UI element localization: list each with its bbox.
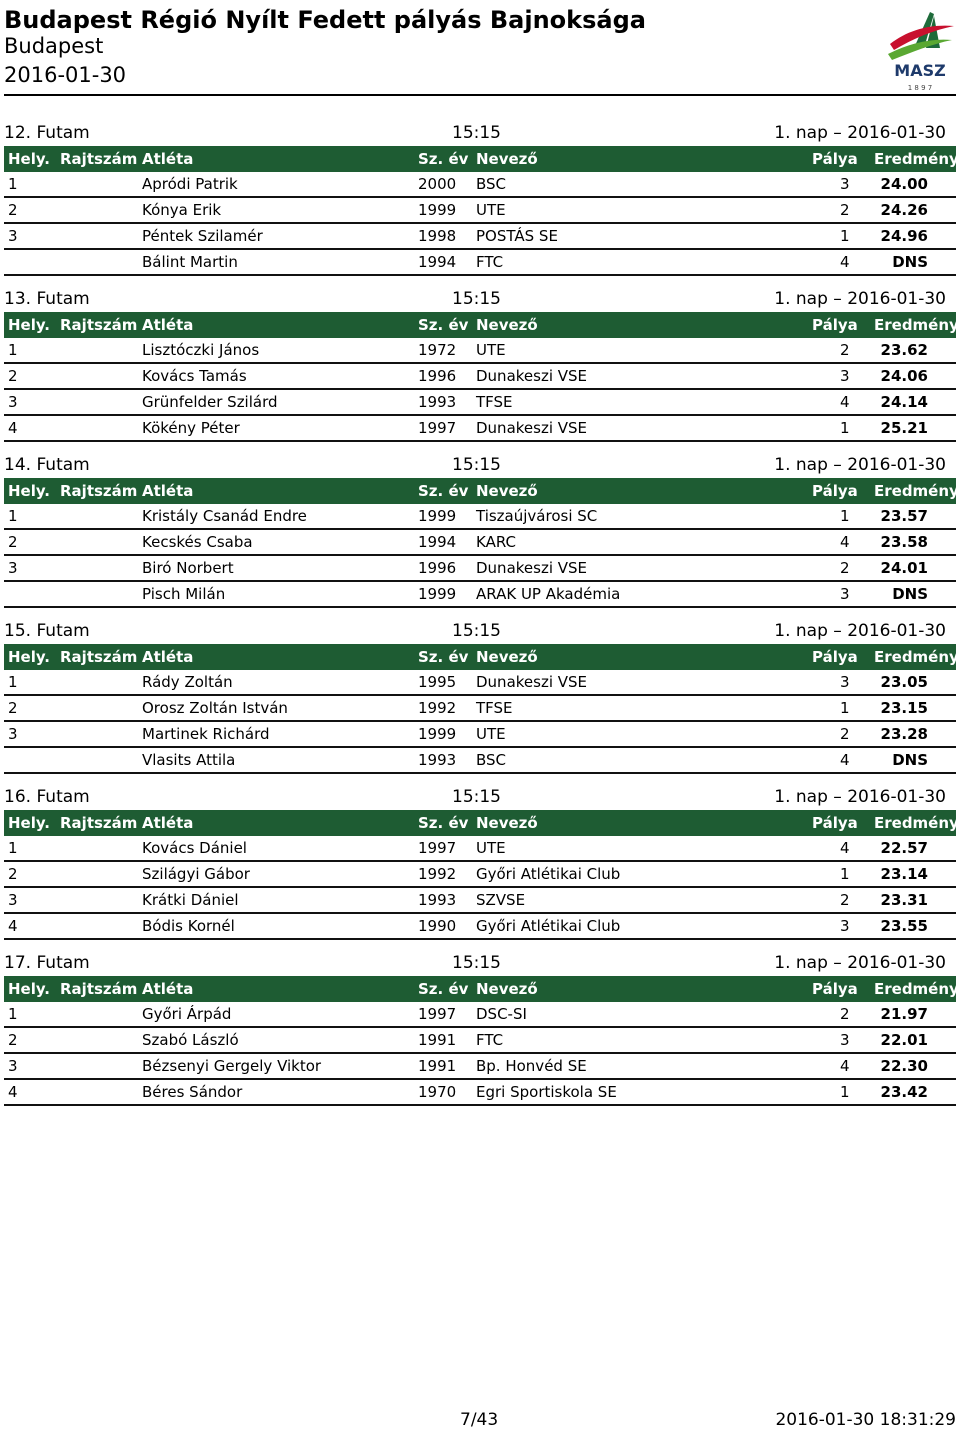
table-row <box>4 696 956 722</box>
cell-lane: 3 <box>840 1031 850 1049</box>
cell-lane: 4 <box>840 393 850 411</box>
cell-name: Győri Árpád <box>142 1005 232 1023</box>
cell-club: SZVSE <box>476 891 526 909</box>
column-header-lane: Pálya <box>812 980 858 998</box>
cell-lane: 3 <box>840 585 850 603</box>
cell-yob: 1992 <box>418 699 457 717</box>
heat-number: 14. Futam <box>4 455 90 475</box>
cell-result: DNS <box>892 751 928 769</box>
cell-yob: 1991 <box>418 1057 457 1075</box>
cell-name: Martinek Richárd <box>142 725 270 743</box>
heat-header <box>4 452 956 478</box>
column-header-bib: Rajtszám <box>60 150 138 168</box>
column-header-club: Nevező <box>476 814 538 832</box>
heat-header <box>4 950 956 976</box>
cell-club: ARAK UP Akadémia <box>476 585 621 603</box>
cell-result: 22.30 <box>880 1057 928 1075</box>
column-header-result: Eredmény <box>874 648 959 666</box>
heat-day: 1. nap – 2016-01-30 <box>774 289 946 309</box>
column-header-yob: Sz. év <box>418 482 469 500</box>
cell-name: Apródi Patrik <box>142 175 238 193</box>
cell-club: FTC <box>476 1031 504 1049</box>
cell-place: 2 <box>8 201 18 219</box>
cell-yob: 1993 <box>418 751 457 769</box>
page-date: 2016-01-30 <box>4 63 127 87</box>
cell-place: 2 <box>8 699 18 717</box>
cell-club: Győri Atlétikai Club <box>476 917 621 935</box>
cell-result: 22.01 <box>880 1031 928 1049</box>
heat-time: 15:15 <box>452 953 501 973</box>
table-header <box>4 312 959 338</box>
heat-block <box>4 286 959 452</box>
heat-number: 15. Futam <box>4 621 90 641</box>
cell-name: Szilágyi Gábor <box>142 865 250 883</box>
cell-name: Krátki Dániel <box>142 891 239 909</box>
svg-text:1 8 9 7: 1 8 9 7 <box>907 84 933 92</box>
cell-club: Dunakeszi VSE <box>476 673 588 691</box>
cell-lane: 2 <box>840 725 850 743</box>
cell-name: Péntek Szilamér <box>142 227 263 245</box>
cell-club: Egri Sportiskola SE <box>476 1083 617 1101</box>
cell-name: Szabó László <box>142 1031 239 1049</box>
cell-result: 21.97 <box>880 1005 928 1023</box>
column-header-name: Atléta <box>142 150 194 168</box>
cell-yob: 1970 <box>418 1083 457 1101</box>
cell-yob: 1999 <box>418 201 457 219</box>
cell-lane: 4 <box>840 533 850 551</box>
heat-time: 15:15 <box>452 455 501 475</box>
cell-name: Vlasits Attila <box>142 751 236 769</box>
cell-place: 3 <box>8 559 18 577</box>
cell-club: TFSE <box>476 393 513 411</box>
cell-lane: 1 <box>840 699 850 717</box>
cell-result: 23.28 <box>880 725 928 743</box>
cell-result: 24.96 <box>880 227 928 245</box>
table-row <box>4 224 956 250</box>
cell-yob: 1994 <box>418 533 457 551</box>
cell-lane: 3 <box>840 175 850 193</box>
column-header-club: Nevező <box>476 150 538 168</box>
column-header-result: Eredmény <box>874 482 959 500</box>
page-title: Budapest Régió Nyílt Fedett pályás Bajnoksága <box>4 6 646 34</box>
cell-result: 23.62 <box>880 341 928 359</box>
heat-day: 1. nap – 2016-01-30 <box>774 953 946 973</box>
cell-lane: 2 <box>840 201 850 219</box>
table-row <box>4 1054 956 1080</box>
cell-place: 2 <box>8 367 18 385</box>
cell-place: 1 <box>8 1005 18 1023</box>
cell-result: 23.42 <box>880 1083 928 1101</box>
cell-name: Kristály Csanád Endre <box>142 507 307 525</box>
cell-result: 24.14 <box>880 393 928 411</box>
table-row <box>4 748 956 774</box>
cell-place: 3 <box>8 891 18 909</box>
table-row <box>4 862 956 888</box>
print-timestamp: 2016-01-30 18:31:29 <box>775 1410 956 1430</box>
table-row <box>4 390 956 416</box>
page-header <box>0 0 960 96</box>
cell-place: 1 <box>8 839 18 857</box>
cell-lane: 1 <box>840 507 850 525</box>
cell-name: Orosz Zoltán István <box>142 699 288 717</box>
cell-yob: 1991 <box>418 1031 457 1049</box>
cell-place: 3 <box>8 1057 18 1075</box>
cell-club: Dunakeszi VSE <box>476 419 588 437</box>
table-row <box>4 914 956 940</box>
table-row <box>4 416 956 442</box>
cell-result: 23.57 <box>880 507 928 525</box>
cell-result: 24.00 <box>880 175 928 193</box>
masz-logo <box>884 4 956 92</box>
heat-day: 1. nap – 2016-01-30 <box>774 787 946 807</box>
table-header <box>4 478 959 504</box>
heat-header <box>4 120 956 146</box>
column-header-place: Hely. <box>8 648 50 666</box>
cell-club: BSC <box>476 751 507 769</box>
cell-result: 23.14 <box>880 865 928 883</box>
table-row <box>4 836 956 862</box>
cell-club: KARC <box>476 533 516 551</box>
cell-club: UTE <box>476 341 506 359</box>
cell-result: 23.15 <box>880 699 928 717</box>
column-header-lane: Pálya <box>812 482 858 500</box>
table-header <box>4 976 959 1002</box>
cell-club: POSTÁS SE <box>476 227 558 245</box>
cell-lane: 1 <box>840 419 850 437</box>
cell-club: FTC <box>476 253 504 271</box>
cell-club: BSC <box>476 175 507 193</box>
cell-result: 23.05 <box>880 673 928 691</box>
cell-yob: 1993 <box>418 891 457 909</box>
cell-yob: 1992 <box>418 865 457 883</box>
cell-club: UTE <box>476 201 506 219</box>
cell-result: 25.21 <box>880 419 928 437</box>
cell-yob: 1998 <box>418 227 457 245</box>
heat-day: 1. nap – 2016-01-30 <box>774 621 946 641</box>
table-row <box>4 364 956 390</box>
cell-place: 2 <box>8 865 18 883</box>
column-header-name: Atléta <box>142 316 194 334</box>
column-header-result: Eredmény <box>874 150 959 168</box>
header-divider <box>4 94 956 96</box>
cell-lane: 2 <box>840 1005 850 1023</box>
column-header-club: Nevező <box>476 482 538 500</box>
cell-result: 23.55 <box>880 917 928 935</box>
column-header-name: Atléta <box>142 980 194 998</box>
cell-club: Bp. Honvéd SE <box>476 1057 587 1075</box>
cell-yob: 1994 <box>418 253 457 271</box>
cell-yob: 1999 <box>418 725 457 743</box>
cell-yob: 1972 <box>418 341 457 359</box>
results-list <box>4 120 959 1116</box>
cell-name: Pisch Milán <box>142 585 226 603</box>
column-header-lane: Pálya <box>812 814 858 832</box>
column-header-bib: Rajtszám <box>60 482 138 500</box>
table-row <box>4 250 956 276</box>
column-header-yob: Sz. év <box>418 980 469 998</box>
heat-day: 1. nap – 2016-01-30 <box>774 123 946 143</box>
cell-result: 23.58 <box>880 533 928 551</box>
heat-number: 12. Futam <box>4 123 90 143</box>
table-row <box>4 198 956 224</box>
cell-lane: 4 <box>840 1057 850 1075</box>
cell-yob: 1995 <box>418 673 457 691</box>
column-header-result: Eredmény <box>874 316 959 334</box>
column-header-result: Eredmény <box>874 814 959 832</box>
column-header-yob: Sz. év <box>418 150 469 168</box>
cell-place: 1 <box>8 507 18 525</box>
column-header-club: Nevező <box>476 980 538 998</box>
cell-result: 24.01 <box>880 559 928 577</box>
table-row <box>4 722 956 748</box>
cell-club: DSC-SI <box>476 1005 527 1023</box>
cell-club: UTE <box>476 839 506 857</box>
column-header-place: Hely. <box>8 814 50 832</box>
cell-place: 3 <box>8 393 18 411</box>
cell-lane: 4 <box>840 839 850 857</box>
cell-yob: 1997 <box>418 839 457 857</box>
cell-name: Biró Norbert <box>142 559 234 577</box>
table-row <box>4 1002 956 1028</box>
cell-club: Dunakeszi VSE <box>476 367 588 385</box>
column-header-bib: Rajtszám <box>60 316 138 334</box>
table-row <box>4 582 956 608</box>
table-row <box>4 504 956 530</box>
cell-club: Tiszaújvárosi SC <box>476 507 598 525</box>
cell-club: Győri Atlétikai Club <box>476 865 621 883</box>
cell-lane: 3 <box>840 367 850 385</box>
cell-place: 4 <box>8 1083 18 1101</box>
cell-name: Kovács Tamás <box>142 367 247 385</box>
table-row <box>4 1028 956 1054</box>
cell-name: Rády Zoltán <box>142 673 233 691</box>
cell-yob: 2000 <box>418 175 457 193</box>
cell-place: 2 <box>8 1031 18 1049</box>
cell-name: Bézsenyi Gergely Viktor <box>142 1057 322 1075</box>
column-header-lane: Pálya <box>812 316 858 334</box>
svg-text:MASZ: MASZ <box>894 61 946 80</box>
heat-time: 15:15 <box>452 289 501 309</box>
cell-name: Kecskés Csaba <box>142 533 253 551</box>
heat-block <box>4 950 959 1116</box>
cell-yob: 1996 <box>418 559 457 577</box>
table-row <box>4 556 956 582</box>
cell-lane: 1 <box>840 227 850 245</box>
heat-number: 16. Futam <box>4 787 90 807</box>
column-header-place: Hely. <box>8 482 50 500</box>
cell-place: 1 <box>8 673 18 691</box>
column-header-name: Atléta <box>142 648 194 666</box>
cell-place: 2 <box>8 533 18 551</box>
heat-number: 13. Futam <box>4 289 90 309</box>
column-header-bib: Rajtszám <box>60 648 138 666</box>
column-header-lane: Pálya <box>812 150 858 168</box>
cell-place: 4 <box>8 419 18 437</box>
table-row <box>4 530 956 556</box>
cell-place: 3 <box>8 227 18 245</box>
cell-yob: 1996 <box>418 367 457 385</box>
table-header <box>4 644 959 670</box>
table-row <box>4 172 956 198</box>
heat-number: 17. Futam <box>4 953 90 973</box>
cell-place: 1 <box>8 341 18 359</box>
cell-name: Bálint Martin <box>142 253 238 271</box>
heat-time: 15:15 <box>452 621 501 641</box>
table-row <box>4 888 956 914</box>
cell-yob: 1997 <box>418 419 457 437</box>
cell-club: TFSE <box>476 699 513 717</box>
heat-block <box>4 452 959 618</box>
cell-name: Kovács Dániel <box>142 839 247 857</box>
table-row <box>4 670 956 696</box>
heat-day: 1. nap – 2016-01-30 <box>774 455 946 475</box>
column-header-yob: Sz. év <box>418 814 469 832</box>
cell-place: 3 <box>8 725 18 743</box>
table-row <box>4 1080 956 1106</box>
table-header <box>4 810 959 836</box>
cell-result: 24.26 <box>880 201 928 219</box>
cell-lane: 1 <box>840 1083 850 1101</box>
column-header-club: Nevező <box>476 648 538 666</box>
cell-lane: 4 <box>840 253 850 271</box>
cell-name: Kökény Péter <box>142 419 240 437</box>
column-header-bib: Rajtszám <box>60 814 138 832</box>
cell-place: 4 <box>8 917 18 935</box>
cell-lane: 3 <box>840 673 850 691</box>
heat-header <box>4 618 956 644</box>
cell-club: Dunakeszi VSE <box>476 559 588 577</box>
cell-result: 22.57 <box>880 839 928 857</box>
cell-result: 24.06 <box>880 367 928 385</box>
heat-header <box>4 784 956 810</box>
cell-yob: 1999 <box>418 507 457 525</box>
cell-result: 23.31 <box>880 891 928 909</box>
column-header-place: Hely. <box>8 980 50 998</box>
cell-name: Lisztóczki János <box>142 341 260 359</box>
column-header-result: Eredmény <box>874 980 959 998</box>
page-city: Budapest <box>4 34 104 58</box>
column-header-club: Nevező <box>476 316 538 334</box>
column-header-yob: Sz. év <box>418 316 469 334</box>
column-header-name: Atléta <box>142 814 194 832</box>
table-header <box>4 146 959 172</box>
cell-result: DNS <box>892 585 928 603</box>
heat-header <box>4 286 956 312</box>
cell-yob: 1999 <box>418 585 457 603</box>
cell-lane: 2 <box>840 341 850 359</box>
column-header-yob: Sz. év <box>418 648 469 666</box>
column-header-lane: Pálya <box>812 648 858 666</box>
cell-lane: 2 <box>840 891 850 909</box>
cell-result: DNS <box>892 253 928 271</box>
cell-lane: 2 <box>840 559 850 577</box>
heat-block <box>4 784 959 950</box>
cell-yob: 1993 <box>418 393 457 411</box>
heat-time: 15:15 <box>452 123 501 143</box>
table-row <box>4 338 956 364</box>
heat-block <box>4 618 959 784</box>
cell-yob: 1990 <box>418 917 457 935</box>
cell-name: Kónya Erik <box>142 201 222 219</box>
cell-name: Grünfelder Szilárd <box>142 393 278 411</box>
cell-lane: 4 <box>840 751 850 769</box>
cell-place: 1 <box>8 175 18 193</box>
cell-name: Béres Sándor <box>142 1083 243 1101</box>
column-header-bib: Rajtszám <box>60 980 138 998</box>
cell-name: Bódis Kornél <box>142 917 235 935</box>
cell-lane: 1 <box>840 865 850 883</box>
cell-yob: 1997 <box>418 1005 457 1023</box>
heat-time: 15:15 <box>452 787 501 807</box>
column-header-place: Hely. <box>8 316 50 334</box>
cell-club: UTE <box>476 725 506 743</box>
page-number: 7/43 <box>460 1410 499 1430</box>
column-header-place: Hely. <box>8 150 50 168</box>
column-header-name: Atléta <box>142 482 194 500</box>
cell-lane: 3 <box>840 917 850 935</box>
heat-block <box>4 120 959 286</box>
